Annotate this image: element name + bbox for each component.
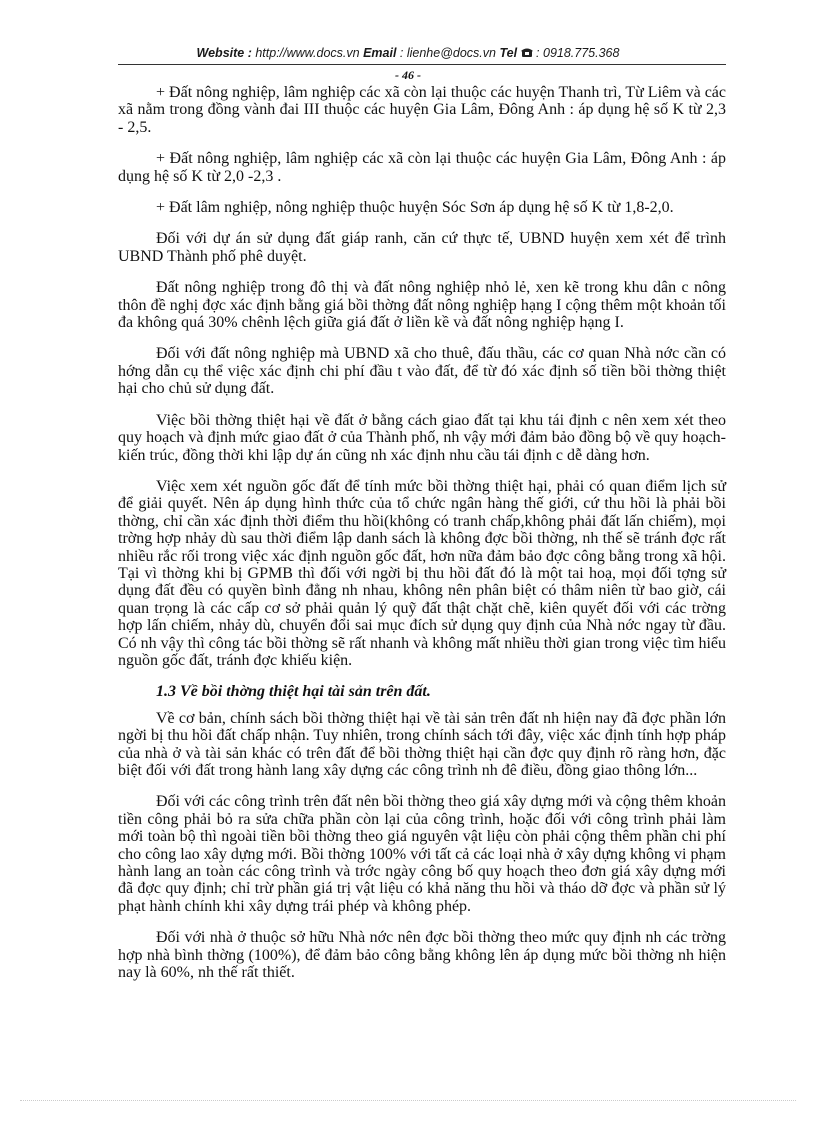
paragraph: Về cơ bản, chính sách bồi thờng thiệt hại về tài sản trên đất nh hiện nay đã đợc phần lớn ngời bị thu hồi đất chấp nhận. Tuy nhiên, trong chính sách tới đây, việc xác định tính hợp pháp của nhà ở và tài sản khác có trên đất để bồi thờng thiệt hại cần đợc quy định rõ ràng hơn, đặc biệt đối với đất trong hành lang xây dựng các công trình nh đê điều, đồng giao thông lớn...: [118, 709, 726, 779]
header-rule: [118, 64, 726, 65]
paragraph: Đối với dự án sử dụng đất giáp ranh, căn cứ thực tế, UBND huyện xem xét để trình UBND Thành phố phê duyệt.: [118, 230, 726, 265]
email-link[interactable]: : lienhe@docs.vn: [399, 46, 496, 60]
website-link[interactable]: http://www.docs.vn: [255, 46, 360, 60]
document-body: [118, 84, 726, 995]
website-label: Website :: [196, 46, 252, 60]
tel-label: Tel: [499, 46, 518, 60]
page-header: [118, 46, 698, 61]
email-label: Email: [363, 46, 397, 60]
page-bottom-divider: [20, 1100, 796, 1101]
paragraph: Việc bồi thờng thiệt hại về đất ở bằng cách giao đất tại khu tái định c nên xem xét theo quy hoạch và định mức giao đất ở của Thành phố, nh vậy mới đảm bảo đồng bộ về quy hoạch- kiến trúc, đồng thời khi lập dự án cũng nh xác định nhu cầu tái định c dễ dàng hơn.: [118, 411, 726, 464]
paragraph: Đối với các công trình trên đất nên bồi thờng theo giá xây dựng mới và cộng thêm khoản tiền công phải bỏ ra sửa chữa phần còn lại của công trình, hoặc đối với công trình phải làm mới toàn bộ thì ngoài tiền bồi thờng theo giá nguyên vật liệu còn phải cộng thêm phần chi phí cho công lao xây dựng mới. Bồi thờng 100% với tất cả các loại nhà ở xây dựng không vi phạm hành lang an toàn các công trình và trớc ngày công bố quy hoạch theo đơn giá xây dựng mới đã đợc quy định; chỉ trừ phần giá trị vật liệu có khả năng thu hồi và tháo dỡ đợc và phần sử lý phạt hành chính khi xây dựng trái phép và không phép.: [118, 793, 726, 915]
page-number: - 46 -: [395, 68, 421, 82]
tel-value: : 0918.775.368: [536, 46, 620, 60]
section-heading: 1.3 Về bồi thờng thiệt hại tài sản trên đất.: [156, 683, 431, 701]
paragraph: + Đất lâm nghiệp, nông nghiệp thuộc huyện Sóc Sơn áp dụng hệ số K từ 1,8-2,0.: [156, 199, 674, 217]
paragraph: Đối với nhà ở thuộc sở hữu Nhà nớc nên đợc bồi thờng theo mức quy định nh các trờng hợp nhà bình thờng (100%), để đảm bảo công bằng không lên áp dụng mức bồi thờng nh hiện nay là 60%, nh thế rất thiết.: [118, 929, 726, 982]
paragraph: Đất nông nghiệp trong đô thị và đất nông nghiệp nhỏ lẻ, xen kẽ trong khu dân c nông thôn đề nghị đợc xác định bằng giá bồi thờng đất nông nghiệp hạng I cộng thêm một khoản tối đa không quá 30% chênh lệch giữa giá đất ở liền kề và đất nông nghiệp hạng I.: [118, 279, 726, 332]
paragraph: + Đất nông nghiệp, lâm nghiệp các xã còn lại thuộc các huyện Thanh trì, Từ Liêm và các xã nằm trong đồng vành đai III thuộc các huyện Gia Lâm, Đông Anh : áp dụng hệ số K từ 2,3 - 2,5.: [118, 84, 726, 136]
paragraph: Việc xem xét nguồn gốc đất để tính mức bồi thờng thiệt hại, phải có quan điểm lịch sử để giải quyết. Nên áp dụng hình thức của tổ chức ngân hàng thế giới, cứ thu hồi là phải bồi thờng, chỉ cần xác định thời điểm thu hồi(không có tranh chấp,không phải đất lấn chiếm), mọi trờng hợp nhảy dù sau thời điểm lập danh sách là không đợc bồi thờng, nh thế sẽ tránh đợc rất nhiều rắc rối trong việc xác định nguồn gốc đất, hơn nữa đảm bảo đợc công bằng trong xã hội. Tại vì thờng khi bị GPMB thì đối với ngời bị thu hồi đất đó là một tai hoạ, mọi đối tợng sử dụng đất đều có quyền bình đẳng nh nhau, không nên phân biệt có thâm niên từ bao giờ, cái quan trọng là các cấp cơ sở phải quản lý quỹ đất thật chặt chẽ, kiên quyết đối với các trờng hợp lấn chiếm, nhảy dù, chuyển đổi sai mục đích sử dụng quy định của Nhà nớc ngay từ đầu. Có nh vậy thì công tác bồi thờng sẽ rất nhanh và không mất nhiều thời gian trong việc tìm hiểu nguồn gốc đất, tránh đợc khiếu kiện.: [118, 477, 726, 669]
paragraph: Đối với đất nông nghiệp mà UBND xã cho thuê, đấu thầu, các cơ quan Nhà nớc cần có hớng dẫn cụ thể việc xác định chi phí đầu t vào đất, để từ đó xác định số tiền bồi thờng thiệt hại cho chủ sử dụng đất.: [118, 345, 726, 398]
phone-icon: [521, 47, 533, 61]
paragraph: + Đất nông nghiệp, lâm nghiệp các xã còn lại thuộc các huyện Gia Lâm, Đông Anh : áp dụng hệ số K từ 2,0 -2,3 .: [118, 150, 726, 185]
